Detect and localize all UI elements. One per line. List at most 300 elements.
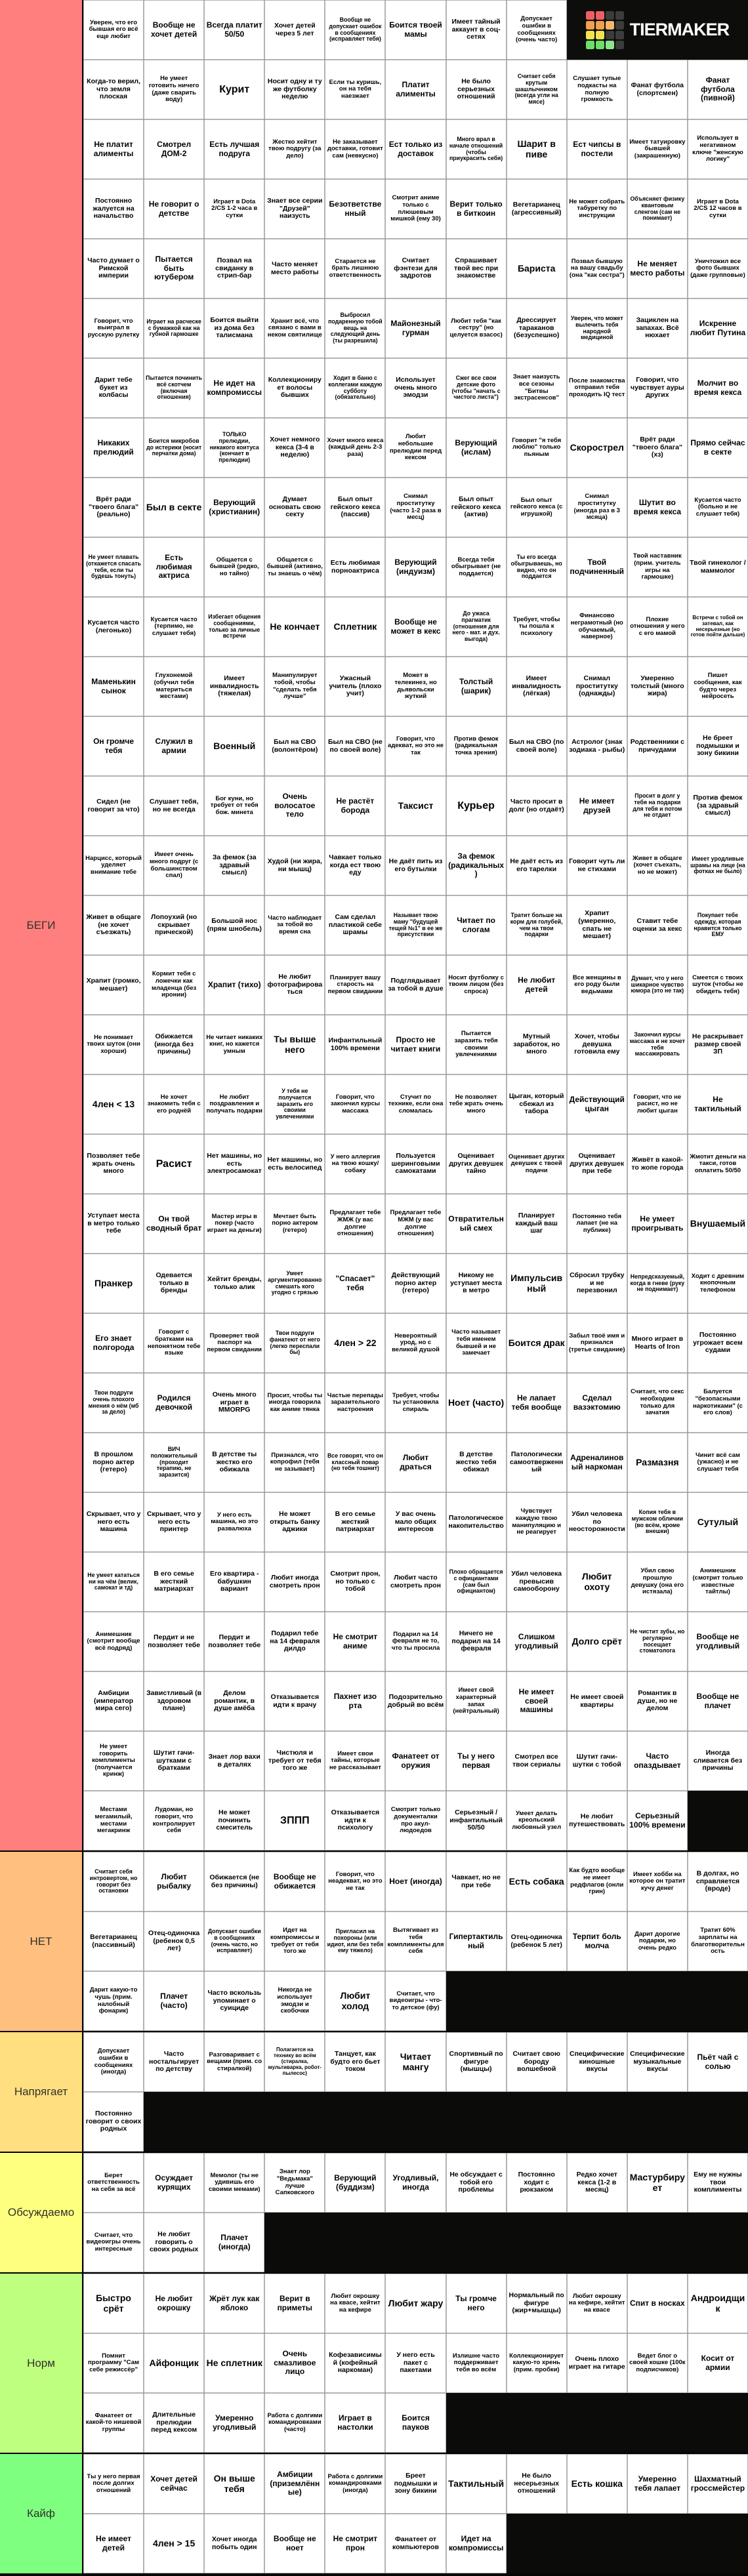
card[interactable]: Не имеет своей машины xyxy=(507,1671,567,1731)
card[interactable]: Жестко хейтит твою подругу (за дело) xyxy=(264,119,325,179)
card[interactable]: Вообще не обижается xyxy=(264,1852,325,1912)
card[interactable]: Думает основать свою секту xyxy=(264,478,325,537)
card[interactable]: Длительные прелюдии перед кексом xyxy=(144,2393,204,2453)
card[interactable]: Допускает ошибки в сообщениях (иногда) xyxy=(83,2032,144,2092)
card[interactable]: Любит окрошку на кефире, хейтит на квасе xyxy=(567,2274,627,2333)
card[interactable]: Ему не нужны твои комплименты xyxy=(688,2153,748,2213)
card[interactable]: Ты громче него xyxy=(446,2274,507,2333)
card[interactable]: Не хочет знакомить тебя с его роднёй xyxy=(144,1074,204,1134)
card[interactable]: Любит охоту xyxy=(567,1552,627,1612)
card[interactable]: Имеет хобби на которое он тратит кучу денег xyxy=(627,1852,688,1912)
card[interactable]: Прямо сейчас в секте xyxy=(688,418,748,478)
card[interactable]: Считает фэнтези для задротов xyxy=(385,239,446,298)
card[interactable]: Жрёт лук как яблоко xyxy=(204,2274,264,2333)
card[interactable]: Живёт в какой-то жопе города xyxy=(627,1134,688,1194)
card[interactable]: Знает все серии "Друзей" наизусть xyxy=(264,179,325,239)
card[interactable]: Зациклен на запахах. Всё нюхает xyxy=(627,298,688,358)
card[interactable]: Вообще не угодливый xyxy=(688,1612,748,1671)
card[interactable]: Ужасный учитель (плохо учит) xyxy=(325,657,385,716)
card[interactable]: Не может собрать табуретку по инструкции xyxy=(567,179,627,239)
card[interactable]: Считает, что видеоигры - что-то детское (фу) xyxy=(385,1971,446,2031)
card[interactable]: Вытягивает из тебя комплименты для себя xyxy=(385,1912,446,1971)
card[interactable]: Не любит говорить о своих родных xyxy=(144,2213,204,2272)
card[interactable]: Сутулый xyxy=(688,1492,748,1552)
card[interactable]: Маменькин сынок xyxy=(83,657,144,716)
card[interactable]: Не любит фотографироваться xyxy=(264,955,325,1015)
card[interactable]: В долгах, но справляется (вроде) xyxy=(688,1852,748,1912)
card[interactable]: Может в телекинез, но дьявольски жуткий xyxy=(385,657,446,716)
card[interactable]: Есть собака xyxy=(507,1852,567,1912)
card[interactable]: Как будто вообще не имеет редфлагов (онли грин) xyxy=(567,1852,627,1912)
card[interactable]: Всегда платит 50/50 xyxy=(204,0,264,60)
card[interactable]: Не имеет детей xyxy=(83,2514,144,2573)
card[interactable]: Спортивный по фигуре (мышцы) xyxy=(446,2032,507,2092)
card[interactable]: Спрашивает твой вес при знакомстве xyxy=(446,239,507,298)
card[interactable]: Снимал проститутку (часто 1-2 раза в месц) xyxy=(385,478,446,537)
card[interactable]: Излишне часто поддерживает тебя во всём xyxy=(446,2333,507,2393)
card[interactable]: Убил человека превысив самооборону xyxy=(507,1552,567,1612)
card[interactable]: Долго срёт xyxy=(567,1612,627,1671)
card[interactable]: Говорит "я тебя люблю" только пьяным xyxy=(507,418,567,478)
card[interactable]: Пердит и позволяет тебе xyxy=(204,1612,264,1671)
card[interactable]: Имеет уродливые шрамы на лице (на фотках не было) xyxy=(688,836,748,895)
card[interactable]: Не любит детей xyxy=(507,955,567,1015)
card[interactable]: Часто просит в долг (но отдаёт) xyxy=(507,776,567,836)
card[interactable]: Инфантильный 100% времени xyxy=(325,1015,385,1074)
card[interactable]: Просто не читает книги xyxy=(385,1015,446,1074)
card[interactable]: Не любит поздравления и получать подарки xyxy=(204,1074,264,1134)
card[interactable]: Если ты куришь, он на тебя наезжает xyxy=(325,60,385,119)
card[interactable]: Уничтожил все фото бывших (даже групповые) xyxy=(688,239,748,298)
card[interactable]: Отказывается идти к психологу xyxy=(325,1791,385,1850)
card[interactable]: Коллекционирует какую-то хрень (прим. пробки) xyxy=(507,2333,567,2393)
card[interactable]: Бреет подмышки и зону бикини xyxy=(385,2454,446,2514)
card[interactable]: Планирует вашу старость на первом свидании xyxy=(325,955,385,1015)
card[interactable]: Не тактильный xyxy=(688,1074,748,1134)
card[interactable]: Говорит, что адекват, но это не так xyxy=(385,716,446,776)
card[interactable]: Его квартира - бабушкин вариант xyxy=(204,1552,264,1612)
card[interactable]: Кусается часто (больно и не слушает тебя) xyxy=(688,478,748,537)
card[interactable]: Твои подруги фанатеют от него (легко переспали бы) xyxy=(264,1313,325,1373)
card[interactable]: Умеет аргументированно смешать кого угодно с грязью xyxy=(264,1254,325,1313)
card[interactable]: Общается с бывшей (активно, ты знаешь о чём) xyxy=(264,537,325,597)
card[interactable]: Хочет немного кекса (3-4 в неделю) xyxy=(264,418,325,478)
card[interactable]: Хранит всё, что связано с вами в неком святилище xyxy=(264,298,325,358)
card[interactable]: Просит, чтобы ты иногда говорила как аниме тянка xyxy=(264,1373,325,1433)
tier-label[interactable]: Напрягает xyxy=(0,2032,83,2152)
card[interactable]: Плачет (иногда) xyxy=(204,2213,264,2272)
card[interactable]: Пердит и не позволяет тебе xyxy=(144,1612,204,1671)
card[interactable]: Есть лучшая подруга xyxy=(204,119,264,179)
card[interactable]: Был опыт гейского кекса (актив) xyxy=(446,478,507,537)
card[interactable]: Пригласил на похороны (или идиот, или без тебя ему тяжело) xyxy=(325,1912,385,1971)
card[interactable]: Не умеет плавать (откажется спасать тебя, если ты будешь тонуть) xyxy=(83,537,144,597)
card[interactable]: Военный xyxy=(204,716,264,776)
card[interactable]: Был на СВО (по своей воле) xyxy=(507,716,567,776)
card[interactable]: Был опыт гейского кекса (пассив) xyxy=(325,478,385,537)
card[interactable]: Никогда не использует эмодзи и скобочки xyxy=(264,1971,325,2031)
card[interactable]: Умеренно толстый (много жира) xyxy=(627,657,688,716)
card[interactable]: Признался, что копрофил (тебя не зазывает) xyxy=(264,1433,325,1492)
card[interactable]: Объясняет физику квантовым сленгом (сам не понимает) xyxy=(627,179,688,239)
card[interactable]: Патологическое накопительство xyxy=(446,1492,507,1552)
card[interactable]: Считает себя интровертом, но говорит без остановки xyxy=(83,1852,144,1912)
card[interactable]: Носит футболку с твоим лицом (без спроса) xyxy=(446,955,507,1015)
card[interactable]: Он твой сводный брат xyxy=(144,1194,204,1254)
card[interactable]: Смеется с твоих шуток (чтобы не обидеть тебя) xyxy=(688,955,748,1015)
card[interactable]: Не сплетник xyxy=(204,2333,264,2393)
card[interactable]: Предлагает тебе ЖМЖ (у вас долгие отношения) xyxy=(325,1194,385,1254)
card[interactable]: Не читает никаких книг, но кажется умным xyxy=(204,1015,264,1074)
card[interactable]: Живет в общаге (хочет съехать, но не может) xyxy=(627,836,688,895)
card[interactable]: Верит только в биткоин xyxy=(446,179,507,239)
card[interactable]: Все женщины в его роду были ведьмами xyxy=(567,955,627,1015)
card[interactable]: Шутит гачи-шутки с тобой xyxy=(567,1731,627,1791)
card[interactable]: Фанат футбола (пивной) xyxy=(688,60,748,119)
card[interactable]: Берет ответственность на себя за всё xyxy=(83,2153,144,2213)
card[interactable]: Смотрит только документалки про акул-людоедов xyxy=(385,1791,446,1850)
card[interactable]: Был опыт гейского кекса (с игрушкой) xyxy=(507,478,567,537)
card[interactable]: Подглядывает за тобой в душе xyxy=(385,955,446,1015)
card[interactable]: Не даёт пить из его бутылки xyxy=(385,836,446,895)
card[interactable]: Не чистит зубы, но регулярно посещает стоматолога xyxy=(627,1612,688,1671)
card[interactable]: Подарил на 14 февраля не то, что ты просила xyxy=(385,1612,446,1671)
card[interactable]: Есть любимая порноактриса xyxy=(325,537,385,597)
card[interactable]: Ноет (часто) xyxy=(446,1373,507,1433)
card[interactable]: До ужаса прагматик (отношения для него - мат. и дух. выгода) xyxy=(446,597,507,657)
card[interactable]: "Спасает" тебя xyxy=(325,1254,385,1313)
card[interactable]: Постоянно тебя лапает (не на публике) xyxy=(567,1194,627,1254)
card[interactable]: Делом романтик, в душе амёба xyxy=(204,1671,264,1731)
card[interactable]: Сделал вазэктомию xyxy=(567,1373,627,1433)
card[interactable]: Вообще не хочет детей xyxy=(144,0,204,60)
card[interactable]: Любит тебя "как сестру" (но целуется взасос) xyxy=(446,298,507,358)
card[interactable]: Толстый (шарик) xyxy=(446,657,507,716)
card[interactable]: Астролог (знак зодиака - рыбы) xyxy=(567,716,627,776)
card[interactable]: Безответственный xyxy=(325,179,385,239)
card[interactable]: Часто называет тебя именем бывшей и не замечает xyxy=(446,1313,507,1373)
card[interactable]: Боится микробов до истерики (носит перчатки дома) xyxy=(144,418,204,478)
card[interactable]: Спит в носках xyxy=(627,2274,688,2333)
card[interactable]: Забыл твоё имя и признался (третье свидание) xyxy=(567,1313,627,1373)
card[interactable]: Когда-то верил, что земля плоская xyxy=(83,60,144,119)
card[interactable]: Планирует каждый ваш шаг xyxy=(507,1194,567,1254)
card[interactable]: Невероятный урод, но с великой душой xyxy=(385,1313,446,1373)
card[interactable]: Вообще не плачет xyxy=(688,1671,748,1731)
card[interactable]: Копия тебя в мужском обличии (во всём, кроме внешки) xyxy=(627,1492,688,1552)
card[interactable]: Стучит по технике, если она сломалась xyxy=(385,1074,446,1134)
card[interactable]: Закончил курсы массажа и не хочет тебя массажировать xyxy=(627,1015,688,1074)
card[interactable]: Работа с долгими командировками (часто) xyxy=(264,2393,325,2453)
card[interactable]: Манипулирует тобой, чтобы "сделать тебя лучше" xyxy=(264,657,325,716)
tier-label[interactable]: НЕТ xyxy=(0,1852,83,2031)
card[interactable]: За фемок (за здравый смысл) xyxy=(204,836,264,895)
card[interactable]: Вообще не может в кекс xyxy=(385,597,446,657)
card[interactable]: Умеренно тебя лапает xyxy=(627,2454,688,2514)
card[interactable]: У вас очень мало общих интересов xyxy=(385,1492,446,1552)
card[interactable]: Майонезный гурман xyxy=(385,298,446,358)
card[interactable]: Часто меняет место работы xyxy=(264,239,325,298)
card[interactable]: Верующий (христианин) xyxy=(204,478,264,537)
card[interactable]: Пытается быть ютубером xyxy=(144,239,204,298)
card[interactable]: Пьёт чай с солью xyxy=(688,2032,748,2092)
tier-label[interactable]: Обсуждаемо xyxy=(0,2153,83,2272)
card[interactable]: В детстве жестко тебя обижал xyxy=(446,1433,507,1492)
card[interactable]: Общается с бывшей (редко, но тайно) xyxy=(204,537,264,597)
card[interactable]: Ходит в баню с коллегами каждую субботу (обязательно) xyxy=(325,358,385,418)
card[interactable]: Коллекционирует волосы бывших xyxy=(264,358,325,418)
card[interactable]: Не меняет место работы xyxy=(627,239,688,298)
card[interactable]: Искренне любит Путина xyxy=(688,298,748,358)
card[interactable]: Часто наблюдает за тобой во время сна xyxy=(264,895,325,955)
card[interactable]: Мечтает быть порно актером (гетеро) xyxy=(264,1194,325,1254)
card[interactable]: Специфические музыкальные вкусы xyxy=(627,2032,688,2092)
card[interactable]: Сплетник xyxy=(325,597,385,657)
card[interactable]: Ты у него первая xyxy=(446,1731,507,1791)
card[interactable]: Чистюля и требует от тебя того же xyxy=(264,1731,325,1791)
card[interactable]: У него есть машина, но это развалюха xyxy=(204,1492,264,1552)
card[interactable]: Действующий цыган xyxy=(567,1074,627,1134)
card[interactable]: Кормит тебя с ложечки как младенца (без иронии) xyxy=(144,955,204,1015)
card[interactable]: Встречи с тобой он затевал, как несерьезные (но готов пойти дальше) xyxy=(688,597,748,657)
card[interactable]: Любит окрошку на квасе, хейтит на кефире xyxy=(325,2274,385,2333)
card[interactable]: Верующий (ислам) xyxy=(446,418,507,478)
card[interactable]: 4лен > 15 xyxy=(144,2514,204,2573)
card[interactable]: Использует в негативном ключе "женскую логику" xyxy=(688,119,748,179)
card[interactable]: Твой гинеколог / маммолог xyxy=(688,537,748,597)
card[interactable]: Местами мегамилый, местами мегакринж xyxy=(83,1791,144,1850)
card[interactable]: Быстро срёт xyxy=(83,2274,144,2333)
card[interactable]: Амбиции (император мира сего) xyxy=(83,1671,144,1731)
card[interactable]: Он громче тебя xyxy=(83,716,144,776)
card[interactable]: Плачет (часто) xyxy=(144,1971,204,2031)
card[interactable]: Твои подруги очень плохого мнения о нём (мб за дело) xyxy=(83,1373,144,1433)
card[interactable]: Романтик в душе, но не делом xyxy=(627,1671,688,1731)
card[interactable]: Фанат футбола (спортсмен) xyxy=(627,60,688,119)
card[interactable]: ВИЧ положительный (проходит терапию, не заразится) xyxy=(144,1433,204,1492)
card[interactable]: Часто вскользь упоминает о суициде xyxy=(204,1971,264,2031)
card[interactable]: Любит жару xyxy=(385,2274,446,2333)
card[interactable]: Андроидщик xyxy=(688,2274,748,2333)
card[interactable]: Требует, чтобы ты пошла к психологу xyxy=(507,597,567,657)
card[interactable]: Отец-одиночка (ребенок 0,5 лет) xyxy=(144,1912,204,1971)
card[interactable]: Серьезный 100% времени xyxy=(627,1791,688,1850)
card[interactable]: Курьер xyxy=(446,776,507,836)
card[interactable]: Часто опаздывает xyxy=(627,1731,688,1791)
card[interactable]: У него есть пакет с пакетами xyxy=(385,2333,446,2393)
card[interactable]: Ведет блог о своей кошке (100к подписчиков) xyxy=(627,2333,688,2393)
card[interactable]: Ты его всегда обыгрываешь, но видно, что он поддается xyxy=(507,537,567,597)
card[interactable]: Не заказывает доставки, готовит сам (невкусно) xyxy=(325,119,385,179)
card[interactable]: Адреналиновый наркоман xyxy=(567,1433,627,1492)
card[interactable]: Тратит больше на корм для голубей, чем на твои подарки xyxy=(507,895,567,955)
card[interactable]: Позвал на свиданку в стрип-бар xyxy=(204,239,264,298)
card[interactable]: Позволяет тебе жрать очень много xyxy=(83,1134,144,1194)
card[interactable]: Постоянно говорит о своих родных xyxy=(83,2092,144,2152)
card[interactable]: Не даёт есть из его тарелки xyxy=(507,836,567,895)
card[interactable]: Смотрел все твои сериалы xyxy=(507,1731,567,1791)
card[interactable]: Твой наставник (прим. учитель игры на гармошке) xyxy=(627,537,688,597)
card[interactable]: Фанатеет от оружия xyxy=(385,1731,446,1791)
card[interactable]: Просит в долг у тебя на подарки для тебя и потом не отдает xyxy=(627,776,688,836)
card[interactable]: Бог куни, но требует от тебя бож. минета xyxy=(204,776,264,836)
card[interactable]: Постоянно жалуется на начальство xyxy=(83,179,144,239)
card[interactable]: Не понимает твоих шуток (они хороши) xyxy=(83,1015,144,1074)
card[interactable]: Работа с долгими командировками (иногда) xyxy=(325,2454,385,2514)
card[interactable]: Шахматный гроссмейстер xyxy=(688,2454,748,2514)
card[interactable]: Нормальный по фигуре (жир+мышцы) xyxy=(507,2274,567,2333)
card[interactable]: Пытается починить всё скотчем (включая отношения) xyxy=(144,358,204,418)
card[interactable]: Кусается часто (терпимо, не слушает тебя) xyxy=(144,597,204,657)
card[interactable]: Не идет на компромиссы xyxy=(204,358,264,418)
card[interactable]: Боится драк xyxy=(507,1313,567,1373)
card[interactable]: Хочет иногда побыть один xyxy=(204,2514,264,2573)
card[interactable]: Хочет, чтобы девушка готовила ему xyxy=(567,1015,627,1074)
card[interactable]: Много врал в начале отношений (чтобы приукрасить себя) xyxy=(446,119,507,179)
card[interactable]: Одевается только в бренды xyxy=(144,1254,204,1313)
card[interactable]: Дрессирует тараканов (безуспешно) xyxy=(507,298,567,358)
card[interactable]: Чавкает, но не при тебе xyxy=(446,1852,507,1912)
card[interactable]: Балуется "безопасными наркотиками" (с его слов) xyxy=(688,1373,748,1433)
card[interactable]: Нет машины, но есть электросамокат xyxy=(204,1134,264,1194)
card[interactable]: Шарит в пиве xyxy=(507,119,567,179)
card[interactable]: Сбросил трубку и не перезвонил xyxy=(567,1254,627,1313)
card[interactable]: Имеет инвалидность (тяжелая) xyxy=(204,657,264,716)
card[interactable]: Имеет свой характерный запах (нейтральный) xyxy=(446,1671,507,1731)
card[interactable]: Иногда сливается без причины xyxy=(688,1731,748,1791)
card[interactable]: Проверяет твой паспорт на первом свидании xyxy=(204,1313,264,1373)
card[interactable]: Служил в армии xyxy=(144,716,204,776)
card[interactable]: Не говорит о детстве xyxy=(144,179,204,239)
card[interactable]: Имеет очень много подруг (с большинством спал) xyxy=(144,836,204,895)
card[interactable]: Не смотрит аниме xyxy=(325,1612,385,1671)
card[interactable]: Сам сделал пластикой себе шрамы xyxy=(325,895,385,955)
card[interactable]: Читает по слогам xyxy=(446,895,507,955)
card[interactable]: Хочет детей через 5 лет xyxy=(264,0,325,60)
card[interactable]: Вегетарианец (пассивный) xyxy=(83,1912,144,1971)
card[interactable]: Молчит во время кекса xyxy=(688,358,748,418)
card[interactable]: Пахнет изо рта xyxy=(325,1671,385,1731)
card[interactable]: Подарил тебе на 14 февраля дилдо xyxy=(264,1612,325,1671)
card[interactable]: Мастер игры в покер (часто играет на деньги) xyxy=(204,1194,264,1254)
card[interactable]: Разговаривает с вещами (прим. со стиралкой) xyxy=(204,2032,264,2092)
card[interactable]: Не умеет кататься ни на чём (велик, самокат и тд) xyxy=(83,1552,144,1612)
card[interactable]: Врёт ради "твоего блага" (реально) xyxy=(83,478,144,537)
card[interactable]: Кофезависимый (кофейный наркоман) xyxy=(325,2333,385,2393)
card[interactable]: Не бреет подмышки и зону бикини xyxy=(688,716,748,776)
card[interactable]: Расист xyxy=(144,1134,204,1194)
card[interactable]: Вообще не допускает ошибок в сообщениях (исправляет тебя) xyxy=(325,0,385,60)
card[interactable]: Нарцисс, который уделяет внимание тебе xyxy=(83,836,144,895)
card[interactable]: Помнит программу "Сам себе режиссёр" xyxy=(83,2333,144,2393)
card[interactable]: Не обсуждает с тобой его проблемы xyxy=(446,2153,507,2213)
card[interactable]: Не смотрит прон xyxy=(325,2514,385,2573)
card[interactable]: Не растёт борода xyxy=(325,776,385,836)
card[interactable]: Фанатеет от компьютеров xyxy=(385,2514,446,2573)
card[interactable]: Думает, что у него шикарное чувство юмора (это не так) xyxy=(627,955,688,1015)
card[interactable]: Не может открыть банку аджики xyxy=(264,1492,325,1552)
card[interactable]: Есть любимая актриса xyxy=(144,537,204,597)
card[interactable]: Бариста xyxy=(507,239,567,298)
card[interactable]: В его семье жесткий патриархат xyxy=(325,1492,385,1552)
card[interactable]: Ест чипсы в постели xyxy=(567,119,627,179)
card[interactable]: Никаких прелюдий xyxy=(83,418,144,478)
card[interactable]: Оценивает других девушек тайно xyxy=(446,1134,507,1194)
card[interactable]: Очень плохо играет на гитаре xyxy=(567,2333,627,2393)
card[interactable]: Постоянно угрожает всем судами xyxy=(688,1313,748,1373)
card[interactable]: Нет машины, но есть велосипед xyxy=(264,1134,325,1194)
card[interactable]: Очень много играет в MMORPG xyxy=(204,1373,264,1433)
card[interactable]: Патологически самоотверженный xyxy=(507,1433,567,1492)
card[interactable]: Хейтит бренды, только алик xyxy=(204,1254,264,1313)
card[interactable]: Непредсказуемый, когда в гневе (руку не поднимает) xyxy=(627,1254,688,1313)
card[interactable]: Любит рыбалку xyxy=(144,1852,204,1912)
card[interactable]: Завистливый (в здоровом плане) xyxy=(144,1671,204,1731)
card[interactable]: Снимал проститутку (однажды) xyxy=(567,657,627,716)
card[interactable]: Не позволяет тебе жрать очень много xyxy=(446,1074,507,1134)
card[interactable]: Подозрительно добрый во всём xyxy=(385,1671,446,1731)
card[interactable]: Любит небольшие прелюдии перед кексом xyxy=(385,418,446,478)
card[interactable]: Таксист xyxy=(385,776,446,836)
card[interactable]: Шутит гачи-шутками с братками xyxy=(144,1731,204,1791)
card[interactable]: Говорит, что чувствует ауры других xyxy=(627,358,688,418)
card[interactable]: Специфические киношные вкусы xyxy=(567,2032,627,2092)
card[interactable]: Сидел (не говорит за что) xyxy=(83,776,144,836)
card[interactable]: Чавкает только когда ест твою еду xyxy=(325,836,385,895)
card[interactable]: У него аллергия на твою кошку/собаку xyxy=(325,1134,385,1194)
card[interactable]: Полагается на технику во всём (стиралка, мультиварка, робот-пылесос) xyxy=(264,2032,325,2092)
card[interactable]: Знает лор вахи в деталях xyxy=(204,1731,264,1791)
card[interactable]: Скрывает, что у него есть принтер xyxy=(144,1492,204,1552)
card[interactable]: Жмотит деньги на такси, готов оплатить 50/50 xyxy=(688,1134,748,1194)
card[interactable]: Не было несерьезных отношений xyxy=(507,2454,567,2514)
card[interactable]: Угодливый, иногда xyxy=(385,2153,446,2213)
card[interactable]: Не умеет готовить ничего (даже сварить воду) xyxy=(144,60,204,119)
card[interactable]: Выбросил подаренную тобой вещь на следующий день (ты разрешила) xyxy=(325,298,385,358)
card[interactable]: Ты у него первая после долгих отношений xyxy=(83,2454,144,2514)
card[interactable]: Говорит чуть ли не стихами xyxy=(567,836,627,895)
card[interactable]: Умеет делать креольский любовный узел xyxy=(507,1791,567,1850)
card[interactable]: Всегда тебя обыгрывает (не поддается) xyxy=(446,537,507,597)
card[interactable]: Не может починить смеситель xyxy=(204,1791,264,1850)
card[interactable]: Считает, что секс необходим только для зачатия xyxy=(627,1373,688,1433)
card[interactable]: Родственники с причудами xyxy=(627,716,688,776)
card[interactable]: Играет на расческе с бумажкой как на губной гармошке xyxy=(144,298,204,358)
card[interactable]: Дарит тебе букет из колбасы xyxy=(83,358,144,418)
card[interactable]: Мастурбирует xyxy=(627,2153,688,2213)
card[interactable]: Говорит, что не расист, но не любит цыган xyxy=(627,1074,688,1134)
card[interactable]: Использует очень много эмодзи xyxy=(385,358,446,418)
card[interactable]: Слишком угодливый xyxy=(507,1612,567,1671)
card[interactable]: Называет твою маму "будущей тещей №1" в ее же присутствии xyxy=(385,895,446,955)
card[interactable]: Часто думает о Римской империи xyxy=(83,239,144,298)
card[interactable]: Играет в настолки xyxy=(325,2393,385,2453)
card[interactable]: Отказывается идти к врачу xyxy=(264,1671,325,1731)
card[interactable]: Умеренно угодливый xyxy=(204,2393,264,2453)
card[interactable]: Редко хочет кекса (1-2 в месяц) xyxy=(567,2153,627,2213)
card[interactable]: Не платит алименты xyxy=(83,119,144,179)
card[interactable]: Читает мангу xyxy=(385,2032,446,2092)
card[interactable]: Уступает места в метро только тебе xyxy=(83,1194,144,1254)
card[interactable]: Был в секте xyxy=(144,478,204,537)
card[interactable]: Глухонемой (обучил тебя материться жестами) xyxy=(144,657,204,716)
card[interactable]: Слушает тупые подкасты на полную громкость xyxy=(567,60,627,119)
card[interactable]: Импульсивный xyxy=(507,1254,567,1313)
card[interactable]: Терпит боль молча xyxy=(567,1912,627,1971)
card[interactable]: Смотрит прон, но только с тобой xyxy=(325,1552,385,1612)
card[interactable]: Танцует, как будто его бьет током xyxy=(325,2032,385,2092)
card[interactable]: Тактильный xyxy=(446,2454,507,2514)
